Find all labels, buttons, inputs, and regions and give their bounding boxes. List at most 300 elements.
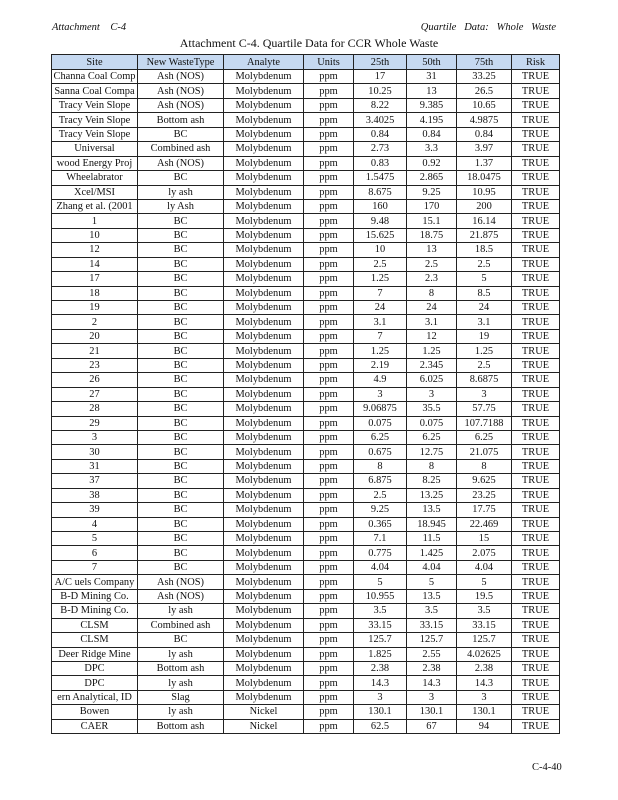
units-cell: ppm xyxy=(304,633,354,647)
q50-cell: 6.025 xyxy=(407,373,457,387)
risk-cell: TRUE xyxy=(512,98,560,112)
units-cell: ppm xyxy=(304,127,354,141)
q75-cell: 33.25 xyxy=(457,70,512,84)
analyte-cell: Nickel xyxy=(224,705,304,719)
q75-cell: 94 xyxy=(457,719,512,733)
table-row xyxy=(52,560,560,574)
risk-cell: TRUE xyxy=(512,445,560,459)
q50-cell: 31 xyxy=(407,70,457,84)
table-row xyxy=(52,127,560,141)
waste-type-cell: ly ash xyxy=(138,676,224,690)
site-cell xyxy=(52,127,138,141)
waste-type-cell: ly ash xyxy=(138,604,224,618)
table-body xyxy=(52,70,560,734)
site-name: DPC xyxy=(84,677,105,689)
risk-cell: TRUE xyxy=(512,185,560,199)
site-name: Sanna Coal Compa xyxy=(54,85,135,97)
site-name: 18 xyxy=(89,287,100,299)
table-row xyxy=(52,286,560,300)
site-name: 3 xyxy=(91,432,98,444)
site-name: 2 xyxy=(91,316,98,328)
q50-cell: 9.25 xyxy=(407,185,457,199)
q25-cell: 1.825 xyxy=(354,647,407,661)
q25-cell: 2.73 xyxy=(354,142,407,156)
site-cell xyxy=(52,84,138,98)
q75-cell: 9.625 xyxy=(457,474,512,488)
waste-type-cell: BC xyxy=(138,459,224,473)
analyte-cell: Molybdenum xyxy=(224,474,304,488)
q50-cell: 15.1 xyxy=(407,214,457,228)
q75-cell: 17.75 xyxy=(457,503,512,517)
analyte-cell: Molybdenum xyxy=(224,373,304,387)
q25-cell: 0.84 xyxy=(354,127,407,141)
q75-cell: 0.84 xyxy=(457,127,512,141)
analyte-cell: Molybdenum xyxy=(224,113,304,127)
units-cell: ppm xyxy=(304,98,354,112)
site-name: 7 xyxy=(91,562,98,574)
units-cell: ppm xyxy=(304,70,354,84)
waste-type-cell: Ash (NOS) xyxy=(138,84,224,98)
table-row xyxy=(52,228,560,242)
risk-cell: TRUE xyxy=(512,286,560,300)
column-header-25th: 25th xyxy=(354,55,407,70)
site-name: B-D Mining Co. xyxy=(60,605,129,617)
analyte-cell: Molybdenum xyxy=(224,575,304,589)
q25-cell: 62.5 xyxy=(354,719,407,733)
q25-cell: 0.83 xyxy=(354,156,407,170)
q75-cell: 3.1 xyxy=(457,315,512,329)
site-name: 6 xyxy=(91,547,98,559)
site-name: Bowen xyxy=(79,706,110,718)
units-cell: ppm xyxy=(304,84,354,98)
q50-cell: 5 xyxy=(407,575,457,589)
q50-cell: 130.1 xyxy=(407,705,457,719)
q50-cell: 8.25 xyxy=(407,474,457,488)
analyte-cell: Molybdenum xyxy=(224,416,304,430)
site-name: Universal xyxy=(74,143,115,155)
site-cell xyxy=(52,589,138,603)
q75-cell: 125.7 xyxy=(457,633,512,647)
risk-cell: TRUE xyxy=(512,589,560,603)
q25-cell: 24 xyxy=(354,301,407,315)
site-name: 39 xyxy=(89,504,100,516)
q50-cell: 3 xyxy=(407,387,457,401)
q25-cell: 17 xyxy=(354,70,407,84)
site-cell xyxy=(52,445,138,459)
quartile-data-table xyxy=(51,54,560,734)
q75-cell: 3 xyxy=(457,387,512,401)
site-cell xyxy=(52,156,138,170)
analyte-cell: Molybdenum xyxy=(224,171,304,185)
table-row xyxy=(52,430,560,444)
waste-type-cell: BC xyxy=(138,127,224,141)
q50-cell: 170 xyxy=(407,199,457,213)
analyte-cell: Molybdenum xyxy=(224,459,304,473)
waste-type-cell: BC xyxy=(138,416,224,430)
risk-cell: TRUE xyxy=(512,719,560,733)
risk-cell: TRUE xyxy=(512,604,560,618)
units-cell: ppm xyxy=(304,171,354,185)
q75-cell: 2.5 xyxy=(457,358,512,372)
q50-cell: 4.04 xyxy=(407,560,457,574)
site-name: 19 xyxy=(89,302,100,314)
risk-cell: TRUE xyxy=(512,358,560,372)
risk-cell: TRUE xyxy=(512,488,560,502)
table-row xyxy=(52,257,560,271)
waste-type-cell: BC xyxy=(138,488,224,502)
analyte-cell: Molybdenum xyxy=(224,228,304,242)
waste-type-cell: BC xyxy=(138,532,224,546)
waste-type-cell: Ash (NOS) xyxy=(138,589,224,603)
analyte-cell: Nickel xyxy=(224,719,304,733)
q75-cell: 8 xyxy=(457,459,512,473)
table-row xyxy=(52,243,560,257)
analyte-cell: Molybdenum xyxy=(224,387,304,401)
table-row xyxy=(52,488,560,502)
table-row xyxy=(52,373,560,387)
site-name: 31 xyxy=(89,461,100,473)
units-cell: ppm xyxy=(304,387,354,401)
site-name: Deer Ridge Mine xyxy=(58,648,131,660)
site-name: CLSM xyxy=(80,634,109,646)
units-cell: ppm xyxy=(304,459,354,473)
q25-cell: 2.5 xyxy=(354,257,407,271)
units-cell: ppm xyxy=(304,517,354,531)
analyte-cell: Molybdenum xyxy=(224,430,304,444)
waste-type-cell: ly ash xyxy=(138,705,224,719)
q50-cell: 125.7 xyxy=(407,633,457,647)
units-cell: ppm xyxy=(304,503,354,517)
units-cell: ppm xyxy=(304,430,354,444)
units-cell: ppm xyxy=(304,185,354,199)
page-number: C-4-40 xyxy=(532,762,562,773)
q25-cell: 0.675 xyxy=(354,445,407,459)
table-row xyxy=(52,387,560,401)
risk-cell: TRUE xyxy=(512,430,560,444)
site-cell xyxy=(52,70,138,84)
site-name: 4 xyxy=(91,518,98,530)
units-cell: ppm xyxy=(304,532,354,546)
risk-cell: TRUE xyxy=(512,142,560,156)
site-cell xyxy=(52,416,138,430)
q25-cell: 3.5 xyxy=(354,604,407,618)
q50-cell: 18.75 xyxy=(407,228,457,242)
units-cell: ppm xyxy=(304,589,354,603)
q75-cell: 16.14 xyxy=(457,214,512,228)
q25-cell: 8.675 xyxy=(354,185,407,199)
site-name: Tracy Vein Slope xyxy=(58,128,131,140)
q50-cell: 18.945 xyxy=(407,517,457,531)
site-cell xyxy=(52,387,138,401)
risk-cell: TRUE xyxy=(512,633,560,647)
waste-type-cell: BC xyxy=(138,329,224,343)
site-name: 38 xyxy=(89,489,100,501)
q75-cell: 3.5 xyxy=(457,604,512,618)
site-name: CLSM xyxy=(80,619,109,631)
analyte-cell: Molybdenum xyxy=(224,618,304,632)
units-cell: ppm xyxy=(304,344,354,358)
table-row xyxy=(52,416,560,430)
site-name: A/C uels Company xyxy=(54,576,135,588)
waste-type-cell: BC xyxy=(138,445,224,459)
risk-cell: TRUE xyxy=(512,301,560,315)
q25-cell: 6.875 xyxy=(354,474,407,488)
q75-cell: 19 xyxy=(457,329,512,343)
risk-cell: TRUE xyxy=(512,329,560,343)
risk-cell: TRUE xyxy=(512,532,560,546)
site-cell xyxy=(52,560,138,574)
q75-cell: 200 xyxy=(457,199,512,213)
site-cell xyxy=(52,575,138,589)
risk-cell: TRUE xyxy=(512,416,560,430)
units-cell: ppm xyxy=(304,445,354,459)
risk-cell: TRUE xyxy=(512,243,560,257)
table-row xyxy=(52,358,560,372)
q50-cell: 33.15 xyxy=(407,618,457,632)
table-row xyxy=(52,113,560,127)
site-name: 29 xyxy=(89,417,100,429)
site-name: 5 xyxy=(91,533,98,545)
units-cell: ppm xyxy=(304,214,354,228)
q75-cell: 8.6875 xyxy=(457,373,512,387)
q50-cell: 2.55 xyxy=(407,647,457,661)
q25-cell: 0.775 xyxy=(354,546,407,560)
q25-cell: 8.22 xyxy=(354,98,407,112)
q75-cell: 24 xyxy=(457,301,512,315)
waste-type-cell: BC xyxy=(138,560,224,574)
units-cell: ppm xyxy=(304,315,354,329)
q25-cell: 0.075 xyxy=(354,416,407,430)
units-cell: ppm xyxy=(304,647,354,661)
risk-cell: TRUE xyxy=(512,575,560,589)
q75-cell: 15 xyxy=(457,532,512,546)
q75-cell: 26.5 xyxy=(457,84,512,98)
risk-cell: TRUE xyxy=(512,214,560,228)
site-cell xyxy=(52,358,138,372)
units-cell: ppm xyxy=(304,373,354,387)
risk-cell: TRUE xyxy=(512,113,560,127)
site-cell xyxy=(52,430,138,444)
analyte-cell: Molybdenum xyxy=(224,127,304,141)
q25-cell: 3 xyxy=(354,387,407,401)
site-cell xyxy=(52,459,138,473)
q50-cell: 8 xyxy=(407,286,457,300)
units-cell: ppm xyxy=(304,661,354,675)
site-name: Xcel/MSI xyxy=(74,186,115,198)
table-row xyxy=(52,719,560,733)
site-cell xyxy=(52,661,138,675)
table-row xyxy=(52,142,560,156)
waste-type-cell: Ash (NOS) xyxy=(138,575,224,589)
site-name: 23 xyxy=(89,359,100,371)
table-row xyxy=(52,474,560,488)
site-cell xyxy=(52,228,138,242)
analyte-cell: Molybdenum xyxy=(224,286,304,300)
waste-type-cell: BC xyxy=(138,402,224,416)
page-header-left: Attachment C-4 xyxy=(52,22,127,33)
q25-cell: 15.625 xyxy=(354,228,407,242)
q50-cell: 1.25 xyxy=(407,344,457,358)
analyte-cell: Molybdenum xyxy=(224,647,304,661)
q25-cell: 10 xyxy=(354,243,407,257)
table-row xyxy=(52,532,560,546)
table-row xyxy=(52,301,560,315)
waste-type-cell: BC xyxy=(138,344,224,358)
q25-cell: 3.1 xyxy=(354,315,407,329)
q50-cell: 3.1 xyxy=(407,315,457,329)
site-name: Tracy Vein Slope xyxy=(58,114,131,126)
q75-cell: 5 xyxy=(457,272,512,286)
q50-cell: 12 xyxy=(407,329,457,343)
q25-cell: 6.25 xyxy=(354,430,407,444)
waste-type-cell: BC xyxy=(138,633,224,647)
site-name: ern Analytical, ID xyxy=(57,692,132,704)
waste-type-cell: BC xyxy=(138,315,224,329)
analyte-cell: Molybdenum xyxy=(224,344,304,358)
q50-cell: 2.345 xyxy=(407,358,457,372)
site-name: Zhang et al. (2001 xyxy=(56,201,133,213)
q75-cell: 4.9875 xyxy=(457,113,512,127)
site-cell xyxy=(52,329,138,343)
q75-cell: 22.469 xyxy=(457,517,512,531)
analyte-cell: Molybdenum xyxy=(224,185,304,199)
analyte-cell: Molybdenum xyxy=(224,633,304,647)
site-name: wood Energy Proj xyxy=(56,157,133,169)
site-cell xyxy=(52,185,138,199)
q25-cell: 7 xyxy=(354,329,407,343)
units-cell: ppm xyxy=(304,402,354,416)
table-row xyxy=(52,575,560,589)
waste-type-cell: BC xyxy=(138,430,224,444)
table-row xyxy=(52,272,560,286)
site-name: 26 xyxy=(89,374,100,386)
q75-cell: 6.25 xyxy=(457,430,512,444)
units-cell: ppm xyxy=(304,618,354,632)
risk-cell: TRUE xyxy=(512,618,560,632)
q25-cell: 0.365 xyxy=(354,517,407,531)
site-cell xyxy=(52,532,138,546)
site-name: 21 xyxy=(89,345,100,357)
q75-cell: 23.25 xyxy=(457,488,512,502)
analyte-cell: Molybdenum xyxy=(224,661,304,675)
risk-cell: TRUE xyxy=(512,127,560,141)
q50-cell: 3.5 xyxy=(407,604,457,618)
risk-cell: TRUE xyxy=(512,459,560,473)
waste-type-cell: BC xyxy=(138,474,224,488)
table-row xyxy=(52,503,560,517)
table-row xyxy=(52,589,560,603)
units-cell: ppm xyxy=(304,560,354,574)
site-cell xyxy=(52,618,138,632)
site-cell xyxy=(52,647,138,661)
units-cell: ppm xyxy=(304,329,354,343)
risk-cell: TRUE xyxy=(512,387,560,401)
site-cell xyxy=(52,690,138,704)
analyte-cell: Molybdenum xyxy=(224,546,304,560)
site-name: 12 xyxy=(89,244,100,256)
q50-cell: 13 xyxy=(407,243,457,257)
site-cell xyxy=(52,474,138,488)
q50-cell: 11.5 xyxy=(407,532,457,546)
q50-cell: 24 xyxy=(407,301,457,315)
units-cell: ppm xyxy=(304,257,354,271)
site-name: DPC xyxy=(84,663,105,675)
risk-cell: TRUE xyxy=(512,373,560,387)
table-row xyxy=(52,690,560,704)
site-cell xyxy=(52,604,138,618)
analyte-cell: Molybdenum xyxy=(224,690,304,704)
waste-type-cell: BC xyxy=(138,286,224,300)
site-cell xyxy=(52,257,138,271)
risk-cell: TRUE xyxy=(512,84,560,98)
site-cell xyxy=(52,113,138,127)
q25-cell: 3 xyxy=(354,690,407,704)
q50-cell: 14.3 xyxy=(407,676,457,690)
units-cell: ppm xyxy=(304,358,354,372)
risk-cell: TRUE xyxy=(512,661,560,675)
waste-type-cell: BC xyxy=(138,517,224,531)
site-cell xyxy=(52,633,138,647)
table-row xyxy=(52,214,560,228)
q50-cell: 2.865 xyxy=(407,171,457,185)
waste-type-cell: ly ash xyxy=(138,185,224,199)
table-row xyxy=(52,329,560,343)
waste-type-cell: Bottom ash xyxy=(138,113,224,127)
table-row xyxy=(52,315,560,329)
q25-cell: 33.15 xyxy=(354,618,407,632)
risk-cell: TRUE xyxy=(512,474,560,488)
waste-type-cell: BC xyxy=(138,503,224,517)
risk-cell: TRUE xyxy=(512,546,560,560)
risk-cell: TRUE xyxy=(512,315,560,329)
waste-type-cell: BC xyxy=(138,373,224,387)
site-name: CAER xyxy=(80,720,109,732)
waste-type-cell: BC xyxy=(138,243,224,257)
q50-cell: 13.25 xyxy=(407,488,457,502)
units-cell: ppm xyxy=(304,286,354,300)
analyte-cell: Molybdenum xyxy=(224,315,304,329)
table-row xyxy=(52,185,560,199)
q75-cell: 8.5 xyxy=(457,286,512,300)
analyte-cell: Molybdenum xyxy=(224,214,304,228)
site-name: Channa Coal Comp xyxy=(53,71,136,83)
waste-type-cell: BC xyxy=(138,228,224,242)
units-cell: ppm xyxy=(304,142,354,156)
q75-cell: 1.25 xyxy=(457,344,512,358)
table-row xyxy=(52,402,560,416)
analyte-cell: Molybdenum xyxy=(224,301,304,315)
units-cell: ppm xyxy=(304,272,354,286)
table-row xyxy=(52,604,560,618)
q75-cell: 3 xyxy=(457,690,512,704)
analyte-cell: Molybdenum xyxy=(224,329,304,343)
table-row xyxy=(52,676,560,690)
q75-cell: 4.02625 xyxy=(457,647,512,661)
site-name: 20 xyxy=(89,331,100,343)
site-name: Wheelabrator xyxy=(66,172,123,184)
q50-cell: 3.3 xyxy=(407,142,457,156)
waste-type-cell: ly Ash xyxy=(138,199,224,213)
q25-cell: 3.4025 xyxy=(354,113,407,127)
q75-cell: 1.37 xyxy=(457,156,512,170)
analyte-cell: Molybdenum xyxy=(224,358,304,372)
analyte-cell: Molybdenum xyxy=(224,589,304,603)
analyte-cell: Molybdenum xyxy=(224,532,304,546)
site-name: 1 xyxy=(91,215,98,227)
site-cell xyxy=(52,286,138,300)
risk-cell: TRUE xyxy=(512,156,560,170)
analyte-cell: Molybdenum xyxy=(224,199,304,213)
